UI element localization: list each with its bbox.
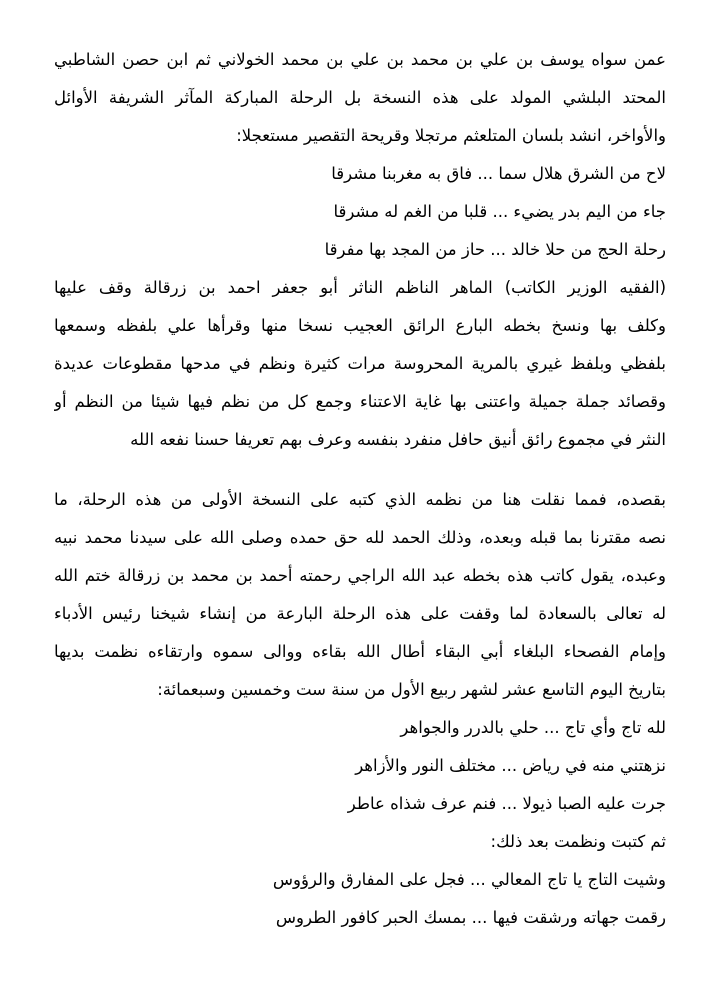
- text-line: وإمام الفصحاء البلغاء أبي البقاء أطال الله بقاءه ووالى سموه وارتقاءه نظمت بديها: [54, 642, 666, 661]
- text-line: بقصده، فمما نقلت هنا من نظمه الذي كتبه على النسخة الأولى من هذه الرحلة، ما: [54, 490, 666, 509]
- text-line: وعبده، يقول كاتب هذه بخطه عبد الله الراجي رحمته أحمد بن محمد بن زرقالة ختم الله: [54, 566, 666, 585]
- paragraph-1: [54, 41, 666, 459]
- verse-line: وشيت التاج يا تاج المعالي ... فجل على المفارق والرؤوس: [272, 870, 666, 889]
- text-line: بتاريخ اليوم التاسع عشر لشهر ربيع الأول من سنة ست وخمسين وسبعمائة:: [157, 680, 666, 699]
- verse-line: جرت عليه الصبا ذيولا ... فنم عرف شذاه عاطر: [347, 794, 666, 813]
- text-line: (الفقيه الوزير الكاتب) الماهر الناظم الناثر أبو جعفر احمد بن زرقالة وقف عليها: [54, 278, 666, 297]
- text-line: عمن سواه يوسف بن علي بن محمد بن علي بن محمد الخولاني ثم ابن حصن الشاطبي: [54, 50, 666, 69]
- paragraph-2: [54, 481, 666, 937]
- text-line: وقصائد جملة جميلة واعتنى بها غاية الاعتناء وجمع كل من نظم فيها شيئا من النظم أو: [54, 392, 666, 411]
- verse-line: لله تاج وأي تاج ... حلي بالدرر والجواهر: [400, 718, 666, 737]
- text-line: وكلف بها ونسخ بخطه البارع الرائق العجيب نسخا منها وقرأها علي بلفظه وسمعها: [54, 316, 666, 335]
- text-line: نصه مقترنا بما قبله وبعده، وذلك الحمد لله حق حمده وصلى الله على سيدنا محمد نبيه: [54, 528, 666, 547]
- verse-line: نزهتني منه في رياض ... مختلف النور والأزاهر: [355, 756, 666, 775]
- text-line: بلفظي وبلفظ غيري بالمرية المحروسة مرات كثيرة ونظم في مدحها مقطوعات عديدة: [54, 354, 666, 373]
- text-line: له تعالى بالسعادة لما وقفت على هذه الرحلة البارعة من إنشاء شيخنا رئيس الأدباء: [54, 604, 666, 623]
- text-line: المحتد البلشي المولد على هذه النسخة بل الرحلة المباركة المآثر الشريفة الأوائل: [54, 88, 666, 107]
- text-line: والأواخر، انشد بلسان المتلعثم مرتجلا وقريحة التقصير مستعجلا:: [236, 126, 666, 145]
- verse-line: لاح من الشرق هلال سما ... فاق به مغربنا مشرقا: [331, 164, 666, 183]
- verse-line: رحلة الحج من حلا خالد ... حاز من المجد بها مفرقا: [324, 240, 666, 259]
- text-line: النثر في مجموع رائق أنيق حافل منفرد بنفسه وعرف بهم تعريفا حسنا نفعه الله: [130, 430, 666, 449]
- text-line: ثم كتبت ونظمت بعد ذلك:: [490, 832, 666, 851]
- verse-line: رقمت جهاته ورشقت فيها ... بمسك الحبر كافور الطروس: [275, 908, 666, 927]
- verse-line: جاء من اليم بدر يضيء ... قلبا من الغم له مشرقا: [333, 202, 666, 221]
